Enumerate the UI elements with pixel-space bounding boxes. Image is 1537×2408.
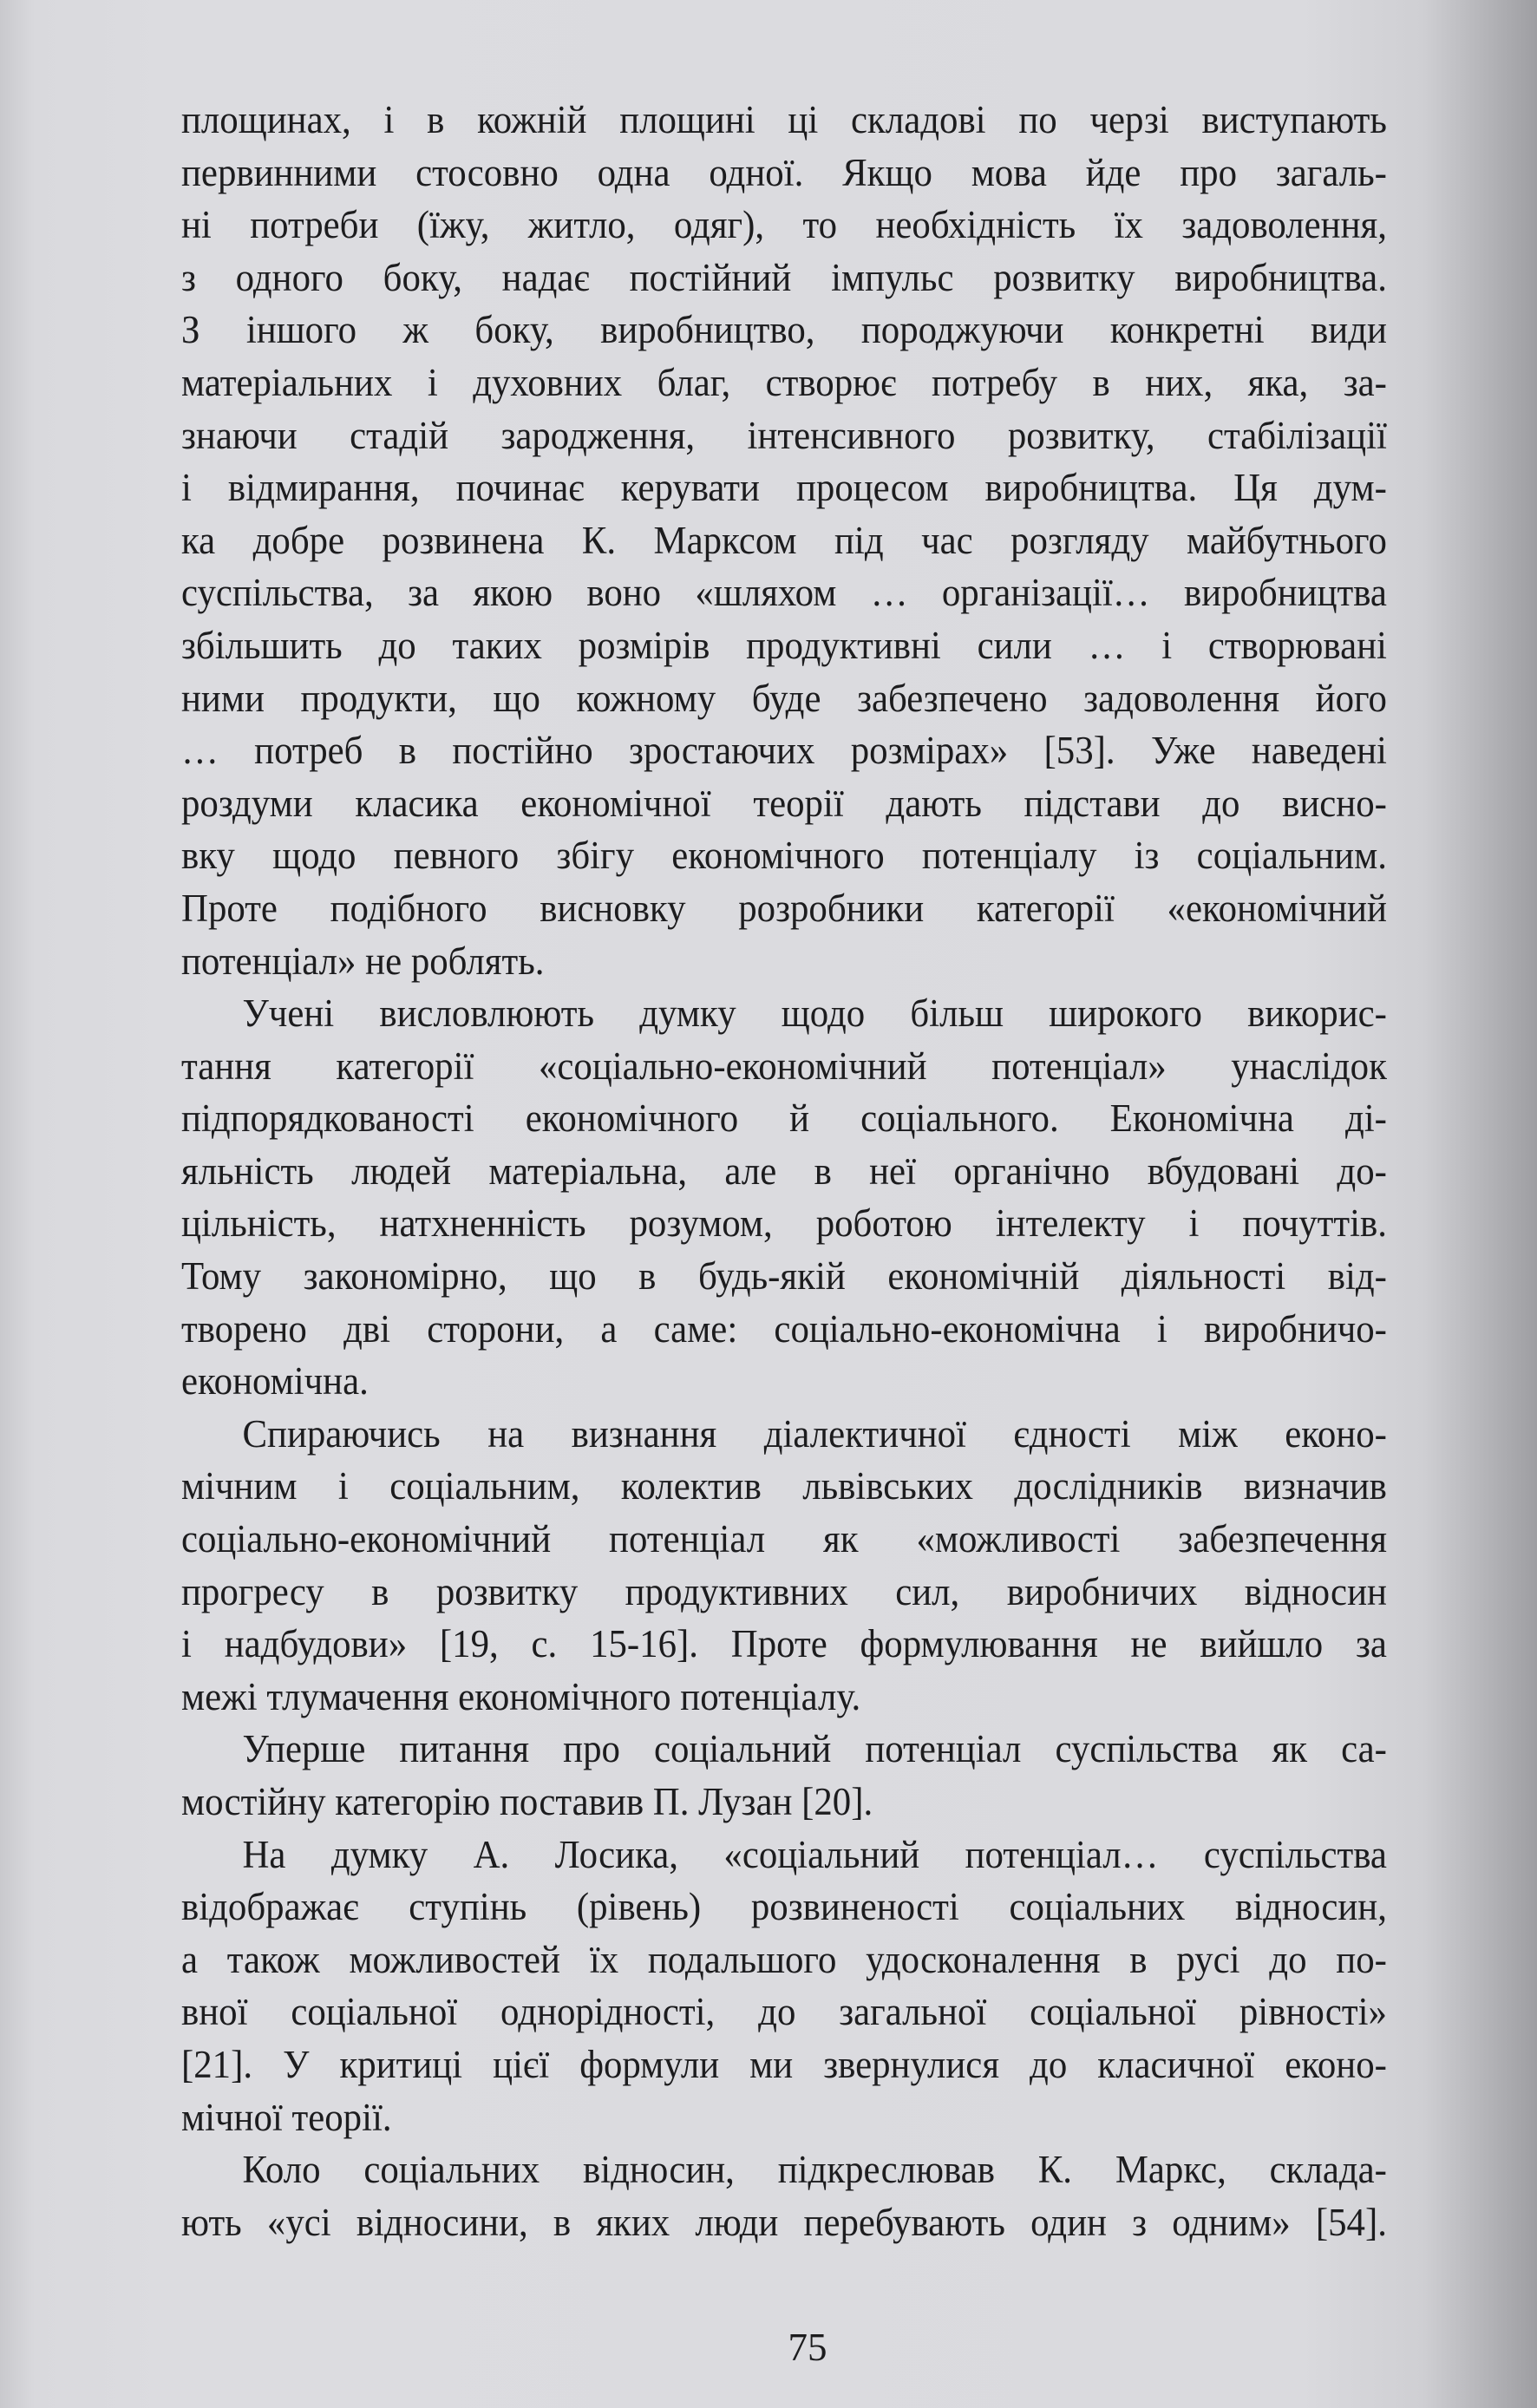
text-line: вної соціальної однорідності, до загальної соціальної рівності»	[181, 1990, 1387, 2034]
text-line: яльність людей матеріальна, але в неї органічно вбудовані до-	[181, 1148, 1387, 1193]
paragraph	[181, 94, 1387, 987]
text-line: мостійну категорію поставив П. Лузан [20].	[181, 1780, 873, 1823]
text-line: збільшить до таких розмірів продуктивні сили … і створювані	[181, 623, 1387, 667]
paragraph	[181, 1723, 1387, 1828]
text-line: Тому закономірно, що в будь-якій економічній діяльності від-	[181, 1254, 1387, 1299]
text-line: первинними стосовно одна одної. Якщо мова йде про загаль-	[181, 150, 1387, 194]
text-line: Учені висловлюють думку щодо більш широкого викорис-	[242, 991, 1387, 1036]
paragraph	[181, 1829, 1387, 2144]
text-line: і відмирання, починає керувати процесом виробництва. Ця дум-	[181, 466, 1387, 510]
text-line: і надбудови» [19, с. 15-16]. Проте формулювання не вийшло за	[181, 1622, 1387, 1666]
text-line: площинах, і в кожній площині ці складові по черзі виступають	[181, 98, 1387, 141]
text-line: знаючи стадій зародження, інтенсивного розвитку, стабілізації	[181, 413, 1387, 457]
text-line: ють «усі відносини, в яких люди перебувають один з одним» [54].	[181, 2200, 1387, 2244]
text-line: а також можливостей їх подальшого удосконалення в русі до по-	[181, 1937, 1387, 1981]
page-body-text	[181, 94, 1387, 2248]
text-line: ка добре розвинена К. Марксом під час розгляду майбутнього	[181, 518, 1387, 562]
text-line: межі тлумачення економічного потенціалу.	[181, 1674, 861, 1718]
text-line: творено дві сторони, а саме: соціально-економічна і виробничо-	[181, 1306, 1387, 1351]
text-line: з одного боку, надає постійний імпульс розвитку виробництва.	[181, 255, 1387, 299]
text-line: [21]. У критиці цієї формули ми звернулися до класичної еконо-	[181, 2042, 1387, 2086]
text-line: ними продукти, що кожному буде забезпечено задоволення його	[181, 676, 1387, 720]
text-line: матеріальних і духовних благ, створює потребу в них, яка, за-	[181, 360, 1387, 404]
text-line: підпорядкованості економічного й соціального. Економічна ді-	[181, 1096, 1387, 1141]
paragraph	[181, 987, 1387, 1408]
text-line: З іншого ж боку, виробництво, породжуючи конкретні види	[181, 308, 1387, 352]
text-line: суспільства, за якою воно «шляхом … організації… виробництва	[181, 571, 1387, 615]
text-line: Проте подібного висновку розробники категорії «економічний	[181, 886, 1387, 930]
text-line: мічної теорії.	[181, 2095, 392, 2139]
text-line: цільність, натхненність розумом, роботою інтелекту і почуттів.	[181, 1201, 1387, 1246]
text-line: роздуми класика економічної теорії дають підстави до висно-	[181, 781, 1387, 825]
paragraph	[181, 2143, 1387, 2248]
text-line: … потреб в постійно зростаючих розмірах» [53]. Уже наведені	[181, 729, 1387, 773]
text-line: Спираючись на визнання діалектичної єдності між еконо-	[242, 1411, 1387, 1456]
text-line: прогресу в розвитку продуктивних сил, виробничих відносин	[181, 1569, 1387, 1613]
paragraph	[181, 1408, 1387, 1724]
text-line: На думку А. Лосика, «соціальний потенціал… суспільства	[242, 1832, 1387, 1876]
text-line: тання категорії «соціально-економічний потенціал» унаслідок	[181, 1044, 1387, 1088]
text-line: Коло соціальних відносин, підкреслював К. Маркс, склада-	[242, 2148, 1387, 2192]
page-number: 75	[788, 2326, 827, 2369]
text-line: ні потреби (їжу, житло, одяг), то необхідність їх задоволення,	[181, 203, 1387, 247]
text-line: вку щодо певного збігу економічного потенціалу із соціальним.	[181, 834, 1387, 878]
text-line: Уперше питання про соціальний потенціал суспільства як са-	[242, 1727, 1387, 1771]
text-line: мічним і соціальним, колектив львівських дослідників визначив	[181, 1464, 1387, 1508]
text-line: економічна.	[181, 1359, 369, 1404]
text-line: відображає ступінь (рівень) розвиненості соціальних відносин,	[181, 1885, 1387, 1929]
text-line: соціально-економічний потенціал як «можливості забезпечення	[181, 1517, 1387, 1561]
text-line: потенціал» не роблять.	[181, 939, 545, 983]
